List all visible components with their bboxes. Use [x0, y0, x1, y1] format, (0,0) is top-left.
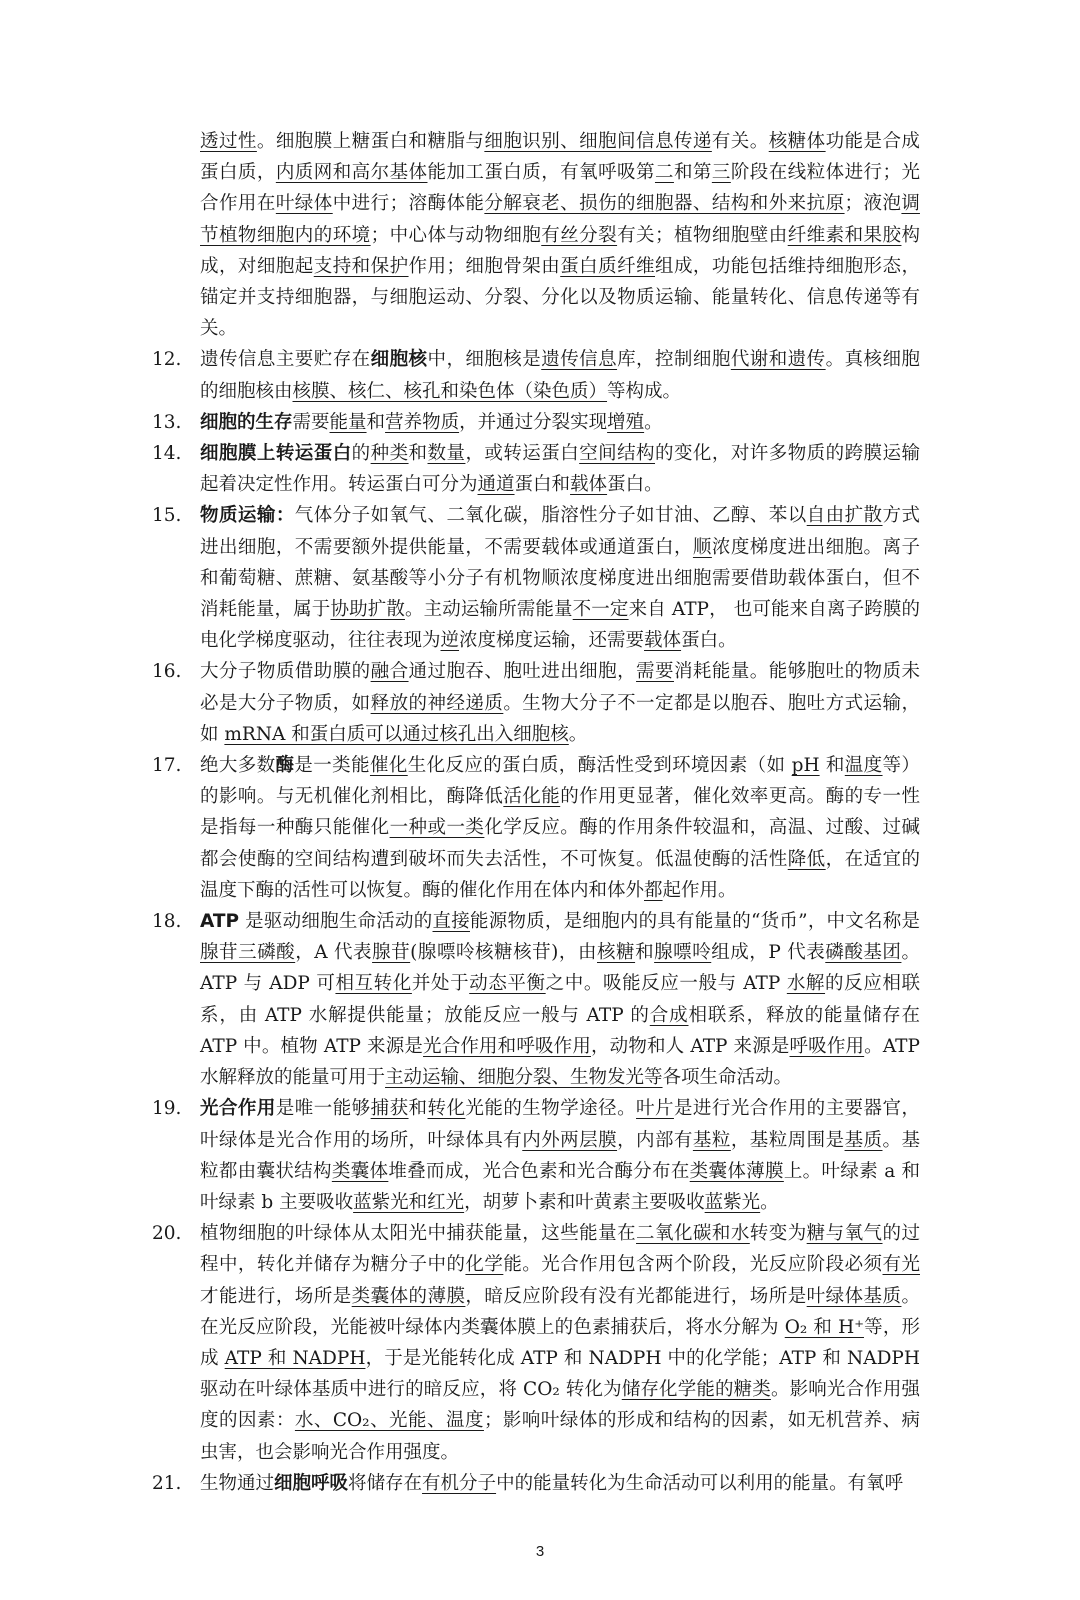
text-run: 能源物质，是细胞内的具有能量的“货币”，中文名称是	[469, 911, 920, 933]
underlined-term: 载体	[570, 474, 608, 496]
underlined-term: 类囊体的薄膜	[351, 1285, 466, 1307]
text-run: 来自 ATP， 也可能来自离子跨膜的电化学梯度驱动，往往表现为	[200, 599, 920, 652]
text-run: (腺嘌呤核糖核苷)，由	[410, 942, 597, 964]
underlined-term: 催化	[369, 755, 408, 777]
bold-term: ATP	[200, 911, 240, 933]
text-run: 。基粒都由囊状结构	[200, 1129, 920, 1182]
underlined-term: 三	[711, 162, 731, 184]
text-run: 化学反应。酶的作用条件较温和，高温、过酸、过碱都会使酶的空间结构遭到破坏而失去活性，不可恢复。低温使酶的活性	[200, 817, 920, 870]
text-run: 组成，P 代表	[711, 942, 826, 964]
text-run: 蛋白。	[607, 474, 663, 496]
underlined-term: 有丝分裂	[541, 224, 618, 246]
text-run: 。主动运输所需能量	[404, 599, 573, 621]
underlined-term: 合成	[649, 1004, 689, 1026]
list-item	[152, 1218, 920, 1468]
item-number: 21.	[152, 1472, 182, 1494]
text-run: 和	[635, 942, 655, 964]
text-run: ；影响叶绿体的形成和结构的因素，如无机营养、病虫害，也会影响光合作用强度。	[200, 1410, 920, 1463]
underlined-term: 调节植物细胞内的环境	[200, 193, 920, 246]
text-run: 阶段在线粒体进行；光合作用在	[200, 162, 920, 215]
underlined-term: 腺嘌呤	[654, 942, 712, 964]
underlined-term: 需要	[636, 661, 674, 683]
text-run: 和	[366, 411, 386, 433]
faint-header-mark	[440, 8, 660, 17]
list-item	[152, 407, 920, 438]
text-run: 中进行；溶酶体能	[332, 193, 485, 215]
underlined-term: 核糖体	[768, 131, 826, 152]
text-run: ，暗反应阶段有没有光都能进行，场所是	[465, 1285, 807, 1307]
text-run: 生物通过	[200, 1472, 275, 1494]
underlined-term: 基质	[844, 1129, 883, 1151]
text-run: 功能是合成蛋白质，	[200, 131, 920, 184]
text-run: 蛋白。	[681, 630, 737, 652]
text-run: ；液泡	[844, 193, 902, 215]
text-run: 通过胞吞、胞吐进出细胞，	[408, 661, 637, 683]
text-run: 气体分子如氧气、二氧化碳，脂溶性分子如甘油、乙醇、苯以	[294, 505, 807, 527]
item-number: 20.	[152, 1223, 182, 1245]
underlined-term: 叶绿体	[275, 193, 333, 215]
text-run: 遗传信息主要贮存在	[200, 349, 371, 371]
item-number: 14.	[152, 443, 182, 465]
underlined-term: 温度	[844, 755, 883, 777]
numbered-items	[0, 344, 1080, 1499]
underlined-term: 透过性	[200, 131, 257, 152]
text-run: 。真核细胞的细胞核由	[200, 349, 920, 402]
text-run: 才能进行，场所是	[200, 1285, 352, 1307]
underlined-term: 有光	[882, 1254, 920, 1276]
text-run: 有关；植物细胞壁由	[617, 224, 788, 246]
underlined-term: 呼吸作用	[789, 1035, 865, 1057]
list-item	[152, 344, 920, 406]
text-run: 的作用更显著，催化效率更高。酶的专一性是指每一种酶只能催化	[200, 786, 920, 839]
underlined-term: 种类	[370, 443, 409, 465]
bold-term: 酶	[275, 755, 295, 777]
text-run: 作用；细胞骨架由	[408, 255, 561, 277]
underlined-term: 蓝紫光和红光	[353, 1191, 465, 1213]
list-item	[152, 1093, 920, 1218]
underlined-term: 都	[644, 879, 663, 901]
text-run: 各项生命活动。	[662, 1067, 793, 1089]
item-number: 18.	[152, 911, 182, 933]
notes-body	[0, 126, 1080, 1499]
underlined-term: 捕获	[370, 1098, 409, 1120]
underlined-term: 转化	[427, 1098, 466, 1120]
underlined-term: 类囊体薄膜	[689, 1160, 784, 1182]
underlined-term: pH	[791, 755, 820, 777]
text-run: 。细胞膜上糖蛋白和糖脂与	[256, 131, 485, 152]
item-number: 19.	[152, 1098, 182, 1120]
underlined-term: 类囊体	[331, 1160, 389, 1182]
list-item	[152, 1468, 920, 1499]
text-run: 植物细胞的叶绿体从太阳光中捕获能量，这些能量在	[200, 1223, 637, 1245]
text-run: 生化反应的蛋白质，酶活性受到环境因素（如	[407, 755, 792, 777]
text-run: 和	[408, 1098, 428, 1120]
underlined-term: O₂ 和 H⁺	[784, 1316, 864, 1338]
text-run: 等）的影响。与无机催化剂相比，酶降低	[200, 755, 920, 808]
text-run: 是唯一能够	[275, 1098, 371, 1120]
underlined-term: 数量	[427, 443, 466, 465]
text-run: 将储存在	[348, 1472, 423, 1494]
text-run: 消耗能量。能够胞吐的物质未必是大分子物质，如	[200, 661, 920, 714]
text-run: 堆叠而成，光合色素和光合酶分布在	[388, 1160, 690, 1182]
text-run: 。在光反应阶段，光能被叶绿体内类囊体膜上的色素捕获后，将水分解为	[200, 1285, 920, 1338]
item-number: 17.	[152, 755, 182, 777]
text-run: 之中。吸能反应一般与 ATP	[545, 973, 787, 995]
underlined-term: 核糖	[597, 942, 636, 964]
text-run: 组成，功能包括维持细胞形态，锚定并支持细胞器，与细胞运动、分裂、分化以及物质运输、能量转化、信息传递等有关。	[200, 255, 920, 340]
text-run: 是驱动细胞生命活动的	[239, 911, 433, 933]
underlined-term: 融合	[370, 661, 409, 683]
text-run: 需要	[292, 411, 330, 433]
text-run: 浓度梯度运输，还需要	[459, 630, 645, 652]
text-run: ，并通过分裂实现	[459, 411, 608, 433]
underlined-term: 蓝紫光	[704, 1191, 761, 1213]
text-run: 构成，对细胞起	[200, 224, 920, 277]
text-run: 光能的生物学途径。	[465, 1098, 637, 1120]
list-item	[152, 906, 920, 1093]
text-run: 的反应相联系，由 ATP 水解提供能量；放能反应一般与 ATP 的	[200, 973, 920, 1026]
bold-term: 物质运输：	[200, 505, 295, 527]
text-run: ，于是光能转化成 ATP 和 NADPH 中的化学能；ATP 和 NADPH 驱动在叶绿体基质中进行的暗反应，将 CO₂ 转化为	[200, 1347, 920, 1401]
text-run: 是一类能	[294, 755, 370, 777]
text-run: 有关。	[711, 131, 769, 152]
bold-term: 细胞呼吸	[274, 1472, 349, 1494]
underlined-term: 遗传信息	[541, 349, 618, 371]
text-run: 库，控制细胞	[617, 349, 731, 371]
underlined-term: ATP 和 NADPH	[224, 1347, 366, 1369]
text-run: 的变化，对许多物质的跨膜运输起着决定性作用。转运蛋白可分为	[200, 443, 920, 496]
text-run: 。	[644, 411, 663, 433]
bold-term: 细胞核	[370, 349, 428, 371]
text-run: 蛋白和	[514, 474, 571, 496]
underlined-term: 自由扩散	[806, 505, 883, 527]
underlined-term: 内外两层膜	[522, 1129, 618, 1151]
underlined-term: 主动运输、细胞分裂、生物发光等	[385, 1067, 663, 1089]
underlined-term: 支持和保护	[313, 255, 409, 277]
underlined-term: 糖与氧气	[806, 1223, 883, 1245]
text-run: ，A 代表	[295, 942, 373, 964]
underlined-term: 协助扩散	[330, 599, 405, 621]
underlined-term: 内质网和高尔基体	[275, 162, 428, 184]
underlined-term: 降低	[787, 848, 826, 870]
text-run: 大分子物质借助膜的	[200, 661, 371, 683]
underlined-term: 不一定	[572, 599, 629, 621]
underlined-term: 水解	[786, 973, 826, 995]
underlined-term: 顺	[692, 536, 712, 558]
text-run: ，内部有	[617, 1129, 693, 1151]
text-run: 并处于	[411, 973, 470, 995]
item-number: 15.	[152, 505, 182, 527]
item-number: 16.	[152, 661, 182, 683]
underlined-term: 释放的神经递质	[370, 692, 504, 714]
list-item	[152, 500, 920, 656]
text-run: 相联系，释放的能量储存在 ATP 中。植物 ATP 来源是	[200, 1004, 920, 1057]
text-run: 。生物大分子不一定都是以胞吞、胞吐方式运输，如	[200, 692, 920, 745]
underlined-term: 磷酸基团	[825, 942, 902, 964]
underlined-term: 逆	[440, 630, 460, 652]
item-number: 13.	[152, 411, 182, 433]
bold-term: 光合作用	[200, 1098, 276, 1120]
text-run: 。影响光合作用强度的因素：	[200, 1379, 920, 1432]
underlined-term: 腺苷三磷酸	[200, 942, 296, 964]
text-run: 。	[760, 1191, 779, 1213]
text-run: 等，形成	[200, 1316, 920, 1369]
list-item	[152, 750, 920, 906]
text-run: 和	[408, 443, 428, 465]
underlined-term: 载体	[644, 630, 682, 652]
text-run: 和	[819, 755, 845, 777]
text-run: 上。叶绿素 a 和叶绿素 b 主要吸收	[200, 1160, 920, 1213]
text-run: ，基粒周围是	[730, 1129, 845, 1151]
list-item	[152, 438, 920, 500]
underlined-term: 动态平衡	[469, 973, 546, 995]
underlined-term: 腺苷	[372, 942, 411, 964]
underlined-term: 基粒	[692, 1129, 731, 1151]
list-item	[152, 656, 920, 750]
text-run: 中，细胞核是	[427, 349, 542, 371]
item-number: 12.	[152, 349, 182, 371]
underlined-term: 能量	[329, 411, 367, 433]
underlined-term: 通道	[477, 474, 515, 496]
text-run: 能。光合作用包含两个阶段，光反应阶段必须	[503, 1254, 883, 1276]
underlined-term: 直接	[432, 911, 470, 933]
bold-term: 细胞膜上转运蛋白	[200, 443, 352, 465]
text-run: ，或转运蛋白	[465, 443, 580, 465]
bold-term: 细胞的生存	[200, 411, 293, 433]
underlined-term: 营养物质	[385, 411, 460, 433]
text-run: 的	[351, 443, 371, 465]
text-run: 。	[568, 723, 588, 745]
text-run: ，在适宜的温度下酶的活性可以恢复。酶的催化作用在体内和体外	[200, 848, 920, 901]
text-run: 浓度梯度进出细胞。离子和葡萄糖、蔗糖、氨基酸等小分子有机物顺浓度梯度进出细胞需要借助载体蛋白，但不消耗能量，属于	[200, 536, 920, 621]
text-run: ；中心体与动物细胞	[370, 224, 542, 246]
text-run: 和第	[673, 162, 712, 184]
underlined-term: 叶片	[636, 1098, 674, 1120]
underlined-term: 活化能	[503, 786, 561, 808]
underlined-term: 化学	[465, 1254, 504, 1276]
underlined-term: 水、CO₂、光能、温度	[294, 1410, 484, 1432]
text-run: 。ATP 水解释放的能量可用于	[200, 1035, 920, 1089]
underlined-term: 有机分子	[422, 1472, 497, 1494]
underlined-term: mRNA 和蛋白质可以通过核孔出入细胞核	[224, 723, 569, 745]
text-run: 的过程中，转化并储存为糖分子中的	[200, 1223, 920, 1276]
underlined-term: 二	[654, 162, 674, 184]
underlined-term: 一种或一类	[389, 817, 485, 839]
underlined-term: 相互转化	[335, 973, 412, 995]
underlined-term: 核膜、核仁、核孔和染色体（染色质）	[292, 380, 608, 402]
underlined-term: 增殖	[607, 411, 645, 433]
underlined-term: 分解衰老、损伤的细胞器、结构和外来抗原	[484, 193, 845, 215]
underlined-term: 细胞识别、细胞间信息传递	[484, 131, 712, 152]
text-run: ，胡萝卜素和叶黄素主要吸收	[464, 1191, 705, 1213]
text-run: 等构成。	[607, 380, 682, 402]
underlined-term: 纤维素和果胶	[787, 224, 902, 246]
underlined-term: 储存化学能的糖类	[621, 1379, 771, 1401]
underlined-term: 代谢和遗传	[730, 349, 826, 371]
underlined-term: 空间结构	[579, 443, 656, 465]
continuation-paragraph	[200, 126, 920, 344]
text-run: ，动物和人 ATP 来源是	[591, 1035, 790, 1057]
text-run: 转变为	[749, 1223, 807, 1245]
text-run: 中的能量转化为生命活动可以利用的能量。有氧呼	[496, 1472, 904, 1494]
text-run: 是进行光合作用的主要器官，叶绿体是光合作用的场所，叶绿体具有	[200, 1098, 920, 1151]
underlined-term: 二氧化碳和水	[636, 1223, 750, 1245]
text-run: 起作用。	[662, 879, 737, 901]
text-run: 绝大多数	[200, 755, 276, 777]
text-run: 方式进出细胞，不需要额外提供能量，不需要载体或通道蛋白，	[200, 505, 920, 558]
underlined-term: 光合作用和呼吸作用	[423, 1035, 591, 1057]
page-number: 3	[535, 1543, 545, 1560]
text-run: 能加工蛋白质，有氧呼吸第	[427, 162, 655, 184]
text-run: 。ATP 与 ADP 可	[200, 942, 920, 995]
underlined-term: 蛋白质纤维	[560, 255, 656, 277]
underlined-term: 叶绿体基质	[806, 1285, 902, 1307]
